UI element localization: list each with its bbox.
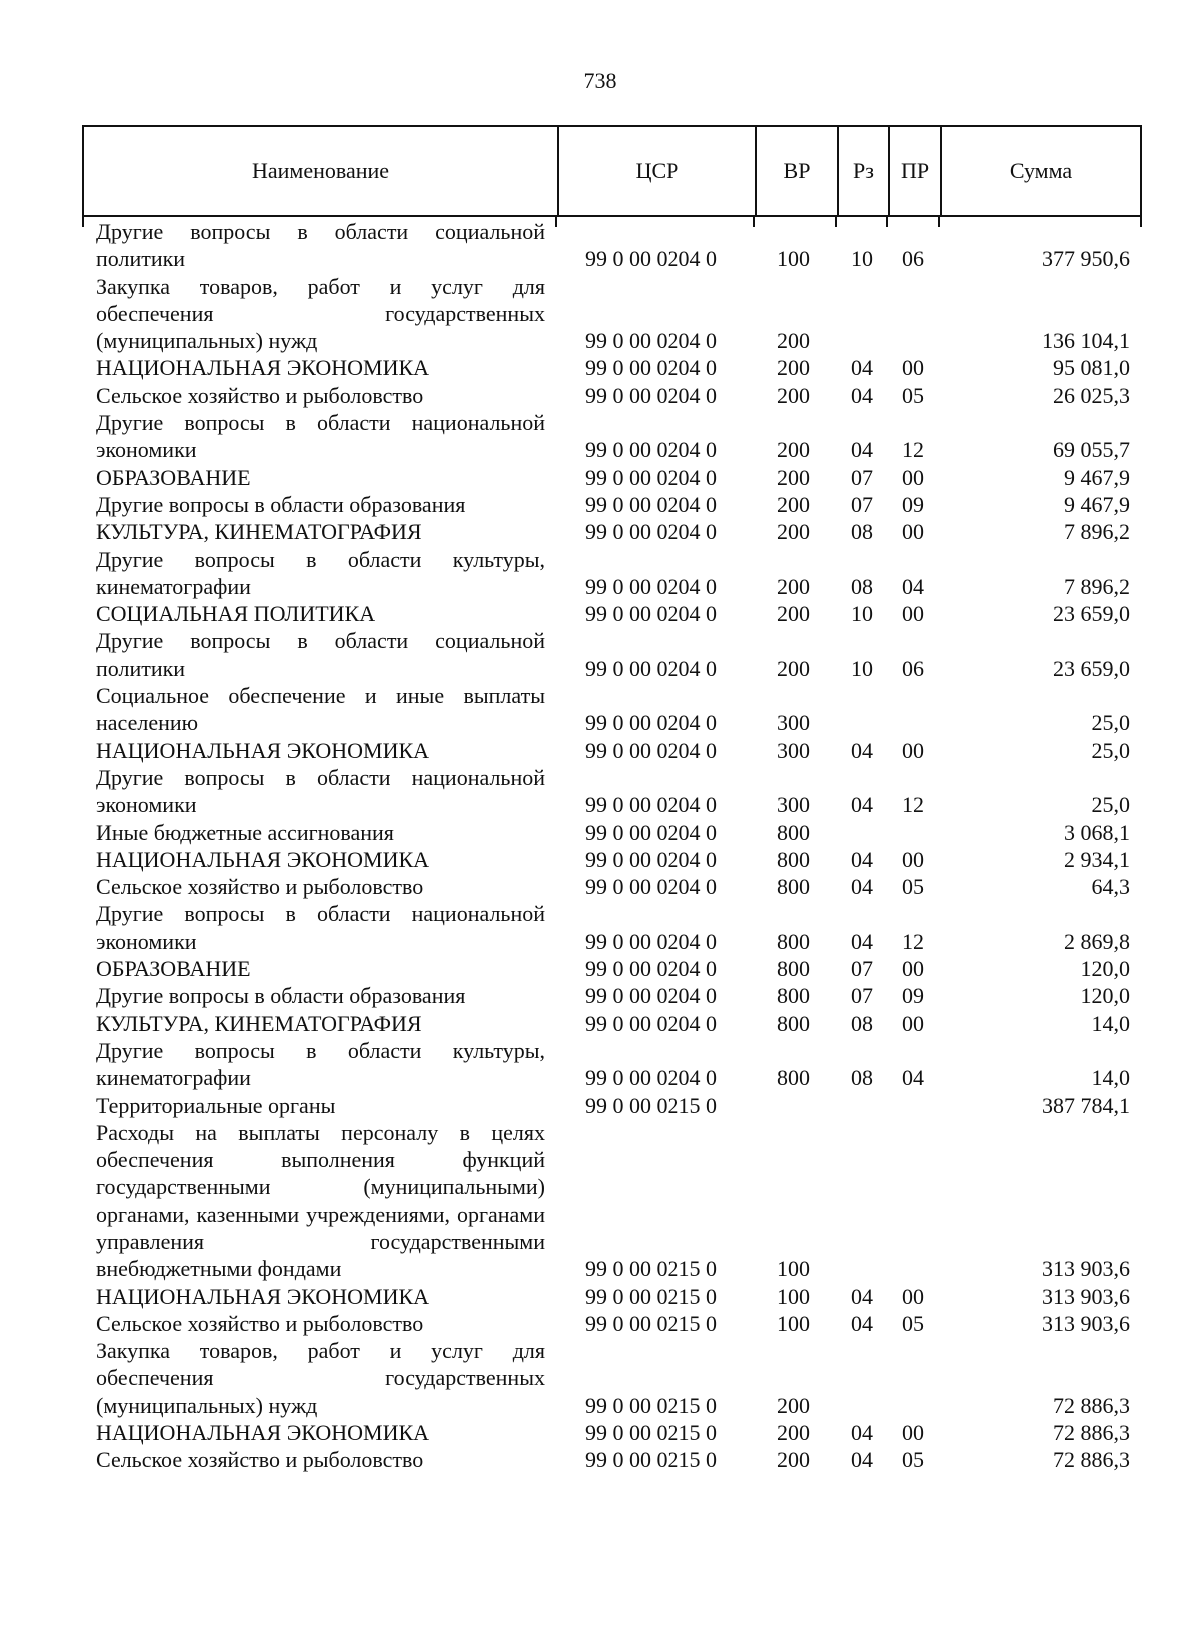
cell-sum: 2 934,1: [1064, 846, 1130, 872]
cell-sum: 69 055,7: [1053, 437, 1130, 463]
cell-name: НАЦИОНАЛЬНАЯ ЭКОНОМИКА: [96, 737, 430, 763]
cell-rz: 04: [851, 355, 873, 381]
cell-rz: 04: [851, 437, 873, 463]
table-row: [82, 491, 1142, 518]
cell-pr: 04: [902, 573, 924, 599]
cell-name: Другие вопросы в области социальной политики: [96, 628, 545, 681]
table-row: [82, 955, 1142, 982]
cell-pr: 00: [902, 737, 924, 763]
cell-csr: 99 0 00 0204 0: [585, 655, 717, 681]
cell-sum: 313 903,6: [1042, 1283, 1130, 1309]
table-row: [82, 819, 1142, 846]
cell-csr: 99 0 00 0204 0: [585, 1010, 717, 1036]
cell-name: Другие вопросы в области культуры, кинематографии: [96, 1037, 545, 1091]
cell-vr: 200: [777, 655, 810, 681]
page-number: 738: [583, 68, 617, 93]
table-row: [82, 600, 1142, 627]
cell-name: Другие вопросы в области социальной политики: [96, 219, 545, 272]
cell-pr: 09: [902, 983, 924, 1009]
table-row: [82, 518, 1142, 545]
cell-name: НАЦИОНАЛЬНАЯ ЭКОНОМИКА: [96, 846, 430, 872]
cell-pr: 00: [902, 1420, 924, 1446]
cell-name: Сельское хозяйство и рыболовство: [96, 874, 424, 900]
cell-csr: 99 0 00 0204 0: [585, 573, 717, 599]
cell-vr: 800: [777, 846, 810, 872]
cell-sum: 72 886,3: [1053, 1392, 1130, 1418]
cell-rz: 10: [851, 601, 873, 627]
cell-csr: 99 0 00 0204 0: [585, 928, 717, 954]
cell-csr: 99 0 00 0204 0: [585, 328, 717, 354]
table-row: [82, 1446, 1142, 1473]
cell-vr: 300: [777, 737, 810, 763]
cell-rz: 08: [851, 519, 873, 545]
cell-sum: 25,0: [1091, 710, 1130, 736]
cell-name: ОБРАЗОВАНИЕ: [96, 956, 251, 982]
cell-name: Сельское хозяйство и рыболовство: [96, 1310, 424, 1336]
cell-vr: 200: [777, 519, 810, 545]
cell-pr: 12: [902, 437, 924, 463]
table-row: [82, 1010, 1142, 1037]
table-row: [82, 627, 1142, 682]
cell-pr: 00: [902, 956, 924, 982]
cell-sum: 313 903,6: [1042, 1310, 1130, 1336]
cell-vr: 200: [777, 491, 810, 517]
cell-pr: 05: [902, 1447, 924, 1473]
cell-sum: 14,0: [1091, 1010, 1130, 1036]
cell-vr: 800: [777, 874, 810, 900]
cell-rz: 10: [851, 655, 873, 681]
cell-csr: 99 0 00 0204 0: [585, 601, 717, 627]
cell-pr: 00: [902, 464, 924, 490]
table-row: [82, 273, 1142, 355]
cell-rz: 07: [851, 464, 873, 490]
cell-csr: 99 0 00 0204 0: [585, 246, 717, 272]
cell-pr: 05: [902, 874, 924, 900]
cell-vr: 200: [777, 573, 810, 599]
cell-rz: 07: [851, 956, 873, 982]
cell-csr: 99 0 00 0215 0: [585, 1392, 717, 1418]
cell-rz: 08: [851, 1010, 873, 1036]
cell-csr: 99 0 00 0204 0: [585, 1065, 717, 1091]
cell-csr: 99 0 00 0215 0: [585, 1310, 717, 1336]
table-row: [82, 1119, 1142, 1283]
table-row: [82, 982, 1142, 1009]
cell-rz: 04: [851, 382, 873, 408]
cell-sum: 136 104,1: [1042, 328, 1130, 354]
cell-name: НАЦИОНАЛЬНАЯ ЭКОНОМИКА: [96, 1420, 430, 1446]
cell-rz: 04: [851, 1310, 873, 1336]
cell-csr: 99 0 00 0215 0: [585, 1283, 717, 1309]
header-rz: Рз: [839, 127, 890, 215]
cell-vr: 200: [777, 328, 810, 354]
table-row: [82, 1092, 1142, 1119]
cell-rz: 07: [851, 983, 873, 1009]
cell-vr: 800: [777, 956, 810, 982]
cell-csr: 99 0 00 0204 0: [585, 355, 717, 381]
cell-pr: 05: [902, 1310, 924, 1336]
cell-rz: 08: [851, 573, 873, 599]
cell-sum: 26 025,3: [1053, 382, 1130, 408]
cell-name: КУЛЬТУРА, КИНЕМАТОГРАФИЯ: [96, 519, 422, 545]
cell-sum: 23 659,0: [1053, 655, 1130, 681]
cell-csr: 99 0 00 0204 0: [585, 382, 717, 408]
cell-name: Иные бюджетные ассигнования: [96, 819, 394, 845]
table-row: [82, 1310, 1142, 1337]
cell-vr: 800: [777, 1065, 810, 1091]
cell-pr: 00: [902, 601, 924, 627]
cell-name: СОЦИАЛЬНАЯ ПОЛИТИКА: [96, 601, 376, 627]
table-row: [82, 1037, 1142, 1092]
cell-sum: 64,3: [1091, 874, 1130, 900]
cell-sum: 9 467,9: [1064, 464, 1130, 490]
cell-name: Закупка товаров, работ и услуг для обеспечения государственных (муниципальных) нужд: [96, 273, 545, 354]
cell-name: Другие вопросы в области образования: [96, 983, 466, 1009]
cell-csr: 99 0 00 0215 0: [585, 1447, 717, 1473]
cell-vr: 800: [777, 819, 810, 845]
cell-vr: 200: [777, 437, 810, 463]
cell-rz: 04: [851, 874, 873, 900]
header-csr: ЦСР: [559, 127, 757, 215]
cell-sum: 377 950,6: [1042, 246, 1130, 272]
cell-name: Другие вопросы в области образования: [96, 491, 466, 517]
cell-pr: 05: [902, 382, 924, 408]
cell-name: Другие вопросы в области национальной экономики: [96, 764, 545, 818]
cell-rz: 04: [851, 737, 873, 763]
cell-sum: 14,0: [1091, 1065, 1130, 1091]
cell-rz: 04: [851, 1283, 873, 1309]
cell-csr: 99 0 00 0204 0: [585, 956, 717, 982]
cell-sum: 72 886,3: [1053, 1447, 1130, 1473]
table-row: [82, 218, 1142, 273]
cell-vr: 200: [777, 355, 810, 381]
table-row: [82, 737, 1142, 764]
table-row: [82, 464, 1142, 491]
cell-csr: 99 0 00 0204 0: [585, 874, 717, 900]
table-row: [82, 354, 1142, 381]
cell-rz: 07: [851, 491, 873, 517]
header-vr: ВР: [757, 127, 839, 215]
cell-name: НАЦИОНАЛЬНАЯ ЭКОНОМИКА: [96, 355, 430, 381]
cell-name: НАЦИОНАЛЬНАЯ ЭКОНОМИКА: [96, 1283, 430, 1309]
cell-sum: 72 886,3: [1053, 1420, 1130, 1446]
table-body: [82, 218, 1142, 1474]
cell-sum: 2 869,8: [1064, 928, 1130, 954]
cell-vr: 100: [777, 1256, 810, 1282]
table-row: [82, 682, 1142, 737]
cell-name: ОБРАЗОВАНИЕ: [96, 464, 251, 490]
cell-vr: 100: [777, 246, 810, 272]
cell-csr: 99 0 00 0204 0: [585, 792, 717, 818]
cell-csr: 99 0 00 0204 0: [585, 819, 717, 845]
cell-name: Другие вопросы в области национальной экономики: [96, 901, 545, 954]
cell-sum: 120,0: [1080, 956, 1130, 982]
cell-csr: 99 0 00 0204 0: [585, 491, 717, 517]
cell-vr: 800: [777, 1010, 810, 1036]
cell-vr: 100: [777, 1310, 810, 1336]
cell-pr: 09: [902, 491, 924, 517]
cell-name: Другие вопросы в области культуры, кинематографии: [96, 546, 545, 599]
cell-vr: 200: [777, 464, 810, 490]
cell-name: Сельское хозяйство и рыболовство: [96, 1447, 424, 1473]
cell-rz: 08: [851, 1065, 873, 1091]
header-name: Наименование: [84, 127, 559, 215]
cell-rz: 04: [851, 928, 873, 954]
cell-sum: 7 896,2: [1064, 519, 1130, 545]
table-row: [82, 546, 1142, 601]
cell-rz: 04: [851, 846, 873, 872]
cell-csr: 99 0 00 0215 0: [585, 1256, 717, 1282]
cell-name: Закупка товаров, работ и услуг для обеспечения государственных (муниципальных) нужд: [96, 1338, 545, 1418]
table-row: [82, 409, 1142, 464]
cell-vr: 100: [777, 1283, 810, 1309]
cell-rz: 10: [851, 246, 873, 272]
table-row: [82, 846, 1142, 873]
cell-pr: 00: [902, 355, 924, 381]
table-row: [82, 764, 1142, 819]
cell-csr: 99 0 00 0204 0: [585, 710, 717, 736]
cell-rz: 04: [851, 1420, 873, 1446]
cell-csr: 99 0 00 0204 0: [585, 846, 717, 872]
cell-sum: 3 068,1: [1064, 819, 1130, 845]
cell-pr: 00: [902, 846, 924, 872]
cell-sum: 25,0: [1091, 737, 1130, 763]
cell-rz: 04: [851, 792, 873, 818]
table-header: [82, 125, 1142, 217]
cell-sum: 120,0: [1080, 983, 1130, 1009]
table-row: [82, 873, 1142, 900]
table-row: [82, 1337, 1142, 1419]
cell-name: Сельское хозяйство и рыболовство: [96, 382, 424, 408]
cell-rz: 04: [851, 1447, 873, 1473]
cell-csr: 99 0 00 0204 0: [585, 519, 717, 545]
cell-csr: 99 0 00 0204 0: [585, 437, 717, 463]
cell-vr: 200: [777, 382, 810, 408]
cell-sum: 387 784,1: [1042, 1092, 1130, 1118]
table-row: [82, 1283, 1142, 1310]
cell-vr: 800: [777, 983, 810, 1009]
cell-pr: 00: [902, 1283, 924, 1309]
cell-vr: 200: [777, 1447, 810, 1473]
cell-name: Другие вопросы в области национальной экономики: [96, 410, 545, 463]
cell-vr: 300: [777, 710, 810, 736]
cell-vr: 200: [777, 1392, 810, 1418]
cell-vr: 200: [777, 1420, 810, 1446]
cell-csr: 99 0 00 0215 0: [585, 1092, 717, 1118]
cell-sum: 313 903,6: [1042, 1256, 1130, 1282]
cell-pr: 06: [902, 246, 924, 272]
cell-name: КУЛЬТУРА, КИНЕМАТОГРАФИЯ: [96, 1010, 422, 1036]
cell-sum: 23 659,0: [1053, 601, 1130, 627]
cell-vr: 800: [777, 928, 810, 954]
cell-vr: 200: [777, 601, 810, 627]
cell-sum: 95 081,0: [1053, 355, 1130, 381]
cell-pr: 12: [902, 792, 924, 818]
cell-sum: 25,0: [1091, 792, 1130, 818]
cell-name: Территориальные органы: [96, 1092, 336, 1118]
header-sum: Сумма: [1009, 158, 1073, 183]
cell-pr: 12: [902, 928, 924, 954]
table-row: [82, 900, 1142, 955]
header-pr: ПР: [890, 127, 942, 215]
cell-name: Социальное обеспечение и иные выплаты населению: [96, 683, 545, 736]
cell-csr: 99 0 00 0204 0: [585, 737, 717, 763]
cell-pr: 00: [902, 1010, 924, 1036]
cell-sum: 7 896,2: [1064, 573, 1130, 599]
cell-name: Расходы на выплаты персоналу в целях обеспечения выполнения функций государственными (муниципальными) органами, казенными учреждениями, органами управления государственными внебюджетными фондами: [96, 1119, 545, 1282]
cell-pr: 06: [902, 655, 924, 681]
cell-pr: 00: [902, 519, 924, 545]
cell-pr: 04: [902, 1065, 924, 1091]
cell-vr: 300: [777, 792, 810, 818]
cell-csr: 99 0 00 0215 0: [585, 1420, 717, 1446]
table-row: [82, 1419, 1142, 1446]
cell-csr: 99 0 00 0204 0: [585, 464, 717, 490]
cell-csr: 99 0 00 0204 0: [585, 983, 717, 1009]
cell-sum: 9 467,9: [1064, 491, 1130, 517]
table-row: [82, 382, 1142, 409]
